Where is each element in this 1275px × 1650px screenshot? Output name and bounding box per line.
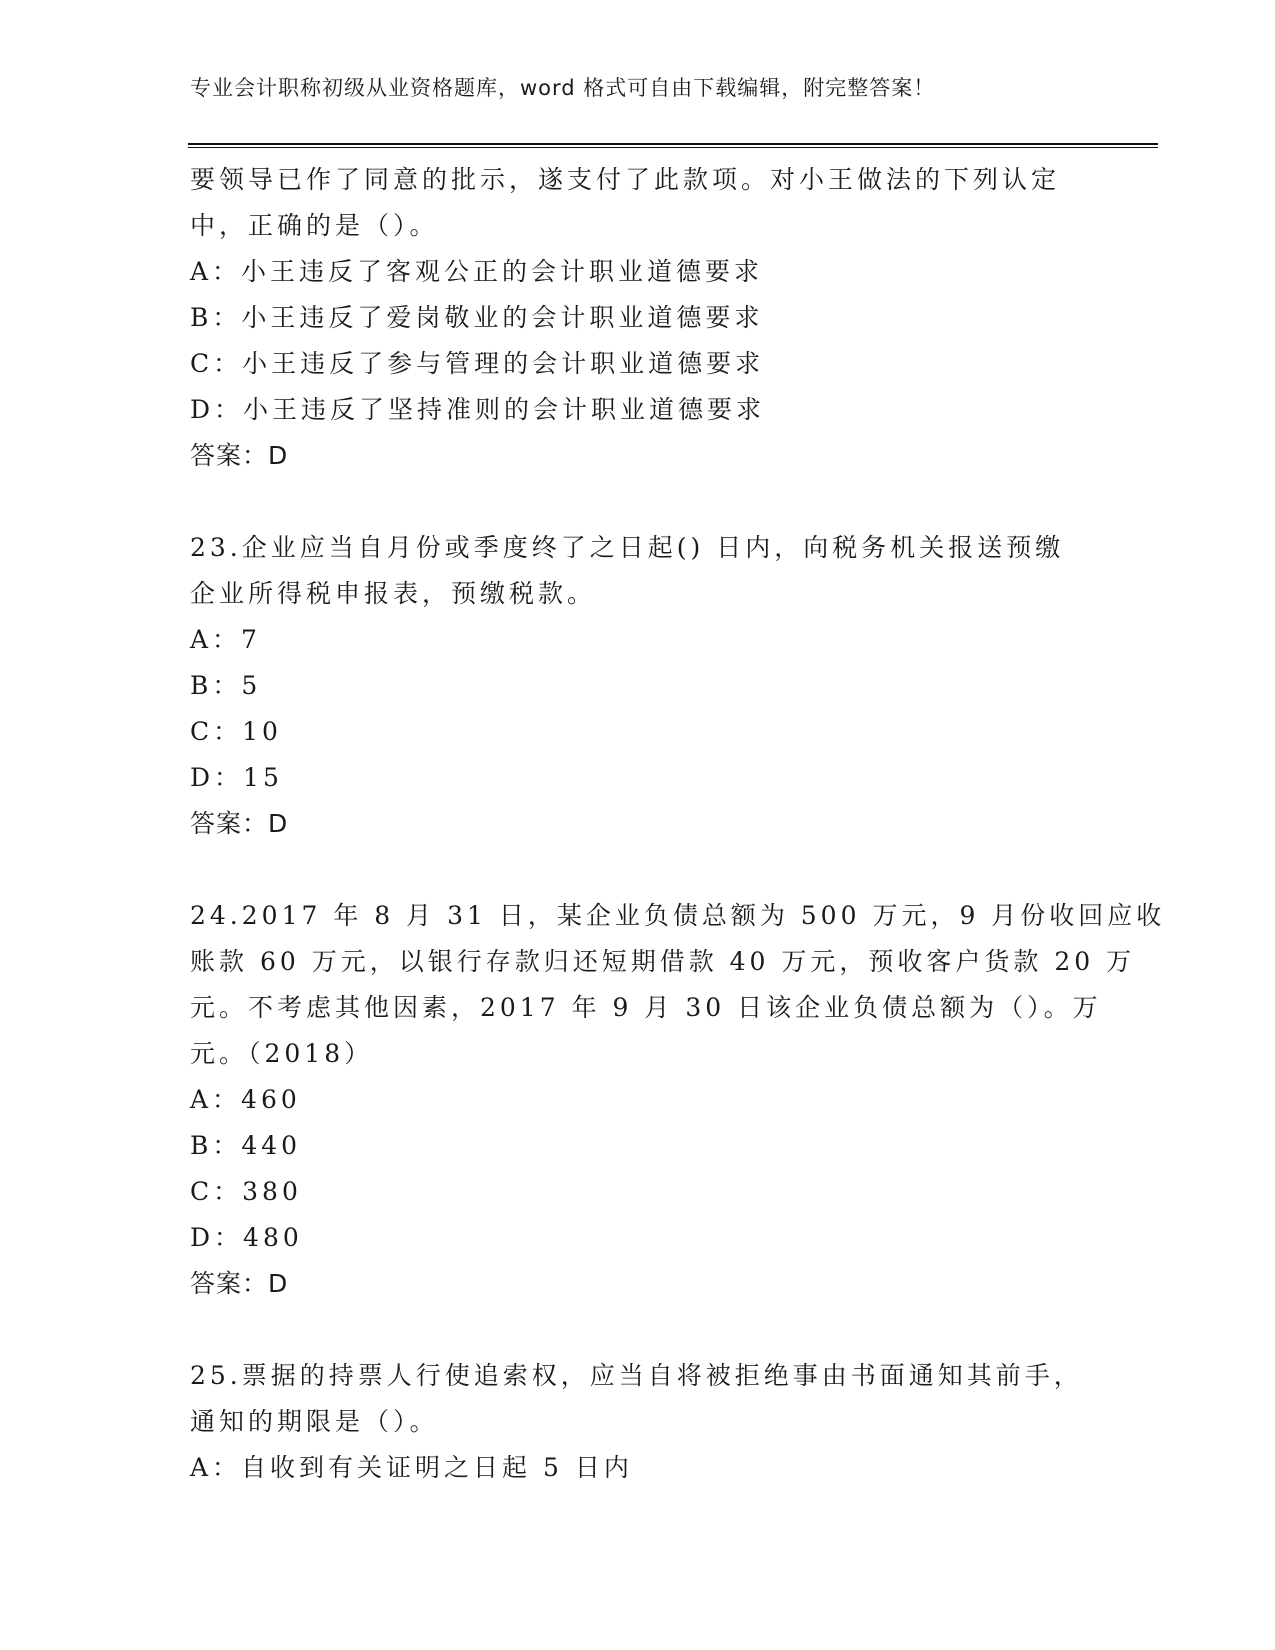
question-24 [190,893,1166,1307]
answer-line: 答案：D [190,1269,289,1298]
question-22 [190,157,1090,479]
header-divider [188,143,1158,148]
question-spacer [190,479,1090,525]
question-23 [190,525,1090,847]
option-d: D：小王违反了坚持准则的会计职业道德要求 [190,395,766,424]
question-stem-line: 账款 60 万元，以银行存款归还短期借款 40 万元，预收客户货款 20 万 [190,947,1136,976]
question-25 [190,1353,1090,1491]
option-a: A：460 [190,1085,301,1114]
page-header: 专业会计职称初级从业资格题库，word 格式可自由下载编辑，附完整答案！ [190,76,936,100]
question-stem-line: 25.票据的持票人行使追索权，应当自将被拒绝事由书面通知其前手， [190,1361,1083,1390]
option-c: C：10 [190,717,282,746]
option-b: B：440 [190,1131,302,1160]
option-b: B：5 [190,671,262,700]
answer-line: 答案：D [190,441,289,470]
option-c: C：小王违反了参与管理的会计职业道德要求 [190,349,765,378]
question-spacer [190,847,1090,893]
option-a: A：自收到有关证明之日起 5 日内 [190,1453,633,1482]
question-stem-line: 企业所得税申报表，预缴税款。 [190,579,597,608]
option-d: D：15 [190,763,283,792]
question-stem-line: 中，正确的是（）。 [190,211,439,240]
option-a: A：7 [190,625,261,654]
option-d: D：480 [190,1223,303,1252]
option-b: B：小王违反了爱岗敬业的会计职业道德要求 [190,303,764,332]
question-stem-line: 元。不考虑其他因素，2017 年 9 月 30 日该企业负债总额为（）。万 [190,993,1102,1022]
question-stem-line: 24.2017 年 8 月 31 日，某企业负债总额为 500 万元，9 月份收回应收 [190,901,1166,930]
question-spacer [190,1307,1090,1353]
question-stem-line: 通知的期限是（）。 [190,1407,439,1436]
option-c: C：380 [190,1177,302,1206]
question-stem-line: 要领导已作了同意的批示，遂支付了此款项。对小王做法的下列认定 [190,165,1061,194]
option-a: A：小王违反了客观公正的会计职业道德要求 [190,257,764,286]
question-stem-line: 元。（2018） [190,1039,374,1068]
question-stem-line: 23.企业应当自月份或季度终了之日起() 日内，向税务机关报送预缴 [190,533,1065,562]
answer-line: 答案：D [190,809,289,838]
question-list [190,157,1166,1491]
